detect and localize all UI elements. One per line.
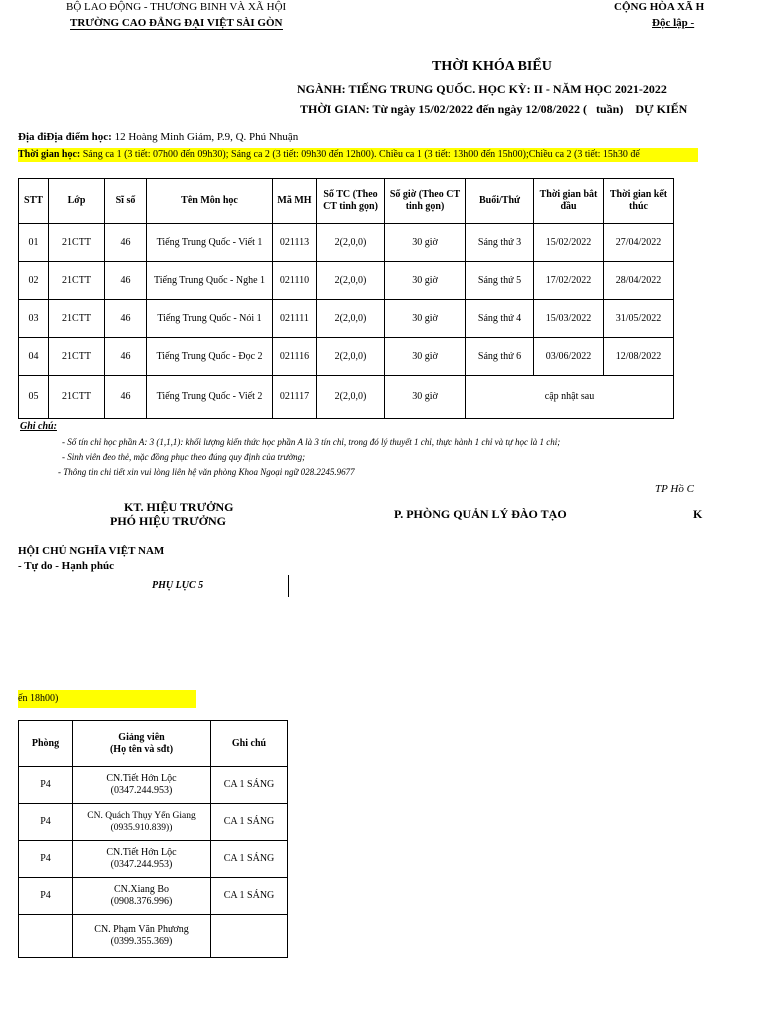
cell-credits: 2(2,0,0) [317, 262, 385, 300]
table-row [19, 804, 288, 841]
cell-start: 17/02/2022 [534, 262, 604, 300]
cell-session: Sáng thứ 5 [466, 262, 534, 300]
cell-code: 021117 [273, 376, 317, 419]
cell-code: 021113 [273, 224, 317, 262]
cell-class: 21CTT [49, 338, 105, 376]
table-row [19, 376, 674, 419]
cell-subject: Tiếng Trung Quốc - Nói 1 [147, 300, 273, 338]
motto-cut: Độc lập - [652, 17, 695, 29]
ministry-name: BỘ LAO ĐỘNG - THƯƠNG BINH VÀ XÃ HỘI [66, 1, 287, 13]
col-header: Tên Môn học [147, 179, 273, 224]
republic-heading-cut: CỘNG HÒA XÃ H [614, 1, 705, 13]
cell-class: 21CTT [49, 262, 105, 300]
table-row [19, 915, 288, 958]
cell-subject: Tiếng Trung Quốc - Viết 2 [147, 376, 273, 419]
col-header: Giảng viên (Họ tên và sđt) [73, 721, 211, 767]
cell-code: 021110 [273, 262, 317, 300]
cell-teacher: CN.Tiết Hớn Lộc (0347.244.953) [73, 767, 211, 804]
table-row [19, 338, 674, 376]
cell-stt: 05 [19, 376, 49, 419]
cell-subject: Tiếng Trung Quốc - Viết 1 [147, 224, 273, 262]
col-header: Sĩ số [105, 179, 147, 224]
table-row [19, 300, 674, 338]
cell-end: 27/04/2022 [604, 224, 674, 262]
cell-stt: 03 [19, 300, 49, 338]
cell-start: 15/02/2022 [534, 224, 604, 262]
period-line: THỜI GIAN: Từ ngày 15/02/2022 đến ngày 12/08/2022 ( tuần) DỰ KIẾN [300, 102, 688, 116]
cell-code: 021116 [273, 338, 317, 376]
page-title: THỜI KHÓA BIỂU [432, 59, 552, 74]
col-header: Ghi chú [211, 721, 288, 767]
cell-stt: 01 [19, 224, 49, 262]
cell-start: 15/03/2022 [534, 300, 604, 338]
cell-hours: 30 giờ [385, 262, 466, 300]
appendix-label: PHỤ LỤC 5 [152, 580, 204, 591]
cell-start: 03/06/2022 [534, 338, 604, 376]
signature-cut: K [693, 507, 703, 521]
col-header: Số TC (Theo CT tinh gọn) [317, 179, 385, 224]
cell-note: CA 1 SÁNG [211, 767, 288, 804]
cell-pending: cập nhật sau [466, 376, 674, 419]
cell-note [211, 915, 288, 958]
cell-size: 46 [105, 338, 147, 376]
note-item: - Sinh viên đeo thẻ, mặc đồng phục theo đúng quy định của trường; [62, 452, 306, 462]
note-item: - Số tín chỉ học phần A: 3 (1,1,1): khối lượng kiến thức học phần A là 3 tín chỉ, trong đó lý thuyết 1 chỉ, thực hành 1 chỉ và tự học là 1 chỉ; [62, 437, 561, 447]
city-date-cut: TP Hồ C [655, 483, 694, 495]
note-item: - Thông tin chi tiết xin vui lòng liên hệ văn phòng Khoa Ngoại ngữ 028.2245.9677 [58, 467, 355, 477]
cell-size: 46 [105, 300, 147, 338]
cell-note: CA 1 SÁNG [211, 804, 288, 841]
cell-size: 46 [105, 224, 147, 262]
location-line [18, 131, 298, 143]
schedule-table [18, 178, 674, 419]
cell-note: CA 1 SÁNG [211, 841, 288, 878]
cell-class: 21CTT [49, 224, 105, 262]
study-time-label: Thời gian học: [18, 149, 81, 160]
cell-size: 46 [105, 262, 147, 300]
cell-teacher: CN. Quách Thụy Yến Giang (0935.910.839)) [73, 804, 211, 841]
table-row [19, 224, 674, 262]
vice-rector-title: PHÓ HIỆU TRƯỞNG [110, 514, 227, 528]
rector-title: KT. HIỆU TRƯỞNG [124, 500, 234, 514]
cell-credits: 2(2,0,0) [317, 376, 385, 419]
cell-note: CA 1 SÁNG [211, 878, 288, 915]
republic-heading-rest: HỘI CHỦ NGHĨA VIỆT NAM [18, 545, 165, 557]
cell-session: Sáng thứ 4 [466, 300, 534, 338]
school-name: TRƯỜNG CAO ĐẲNG ĐẠI VIỆT SÀI GÒN [70, 17, 283, 29]
col-header: Lớp [49, 179, 105, 224]
cell-session: Sáng thứ 3 [466, 224, 534, 262]
cell-credits: 2(2,0,0) [317, 338, 385, 376]
study-time-continuation: ến 18h00) [18, 690, 196, 708]
cell-room: P4 [19, 804, 73, 841]
cell-divider [288, 575, 289, 597]
study-time-line [18, 148, 698, 162]
cell-room [19, 915, 73, 958]
cell-teacher: CN.Xiang Bo (0908.376.996) [73, 878, 211, 915]
cell-class: 21CTT [49, 376, 105, 419]
location-value: 12 Hoàng Minh Giám, P.9, Q. Phú Nhuận [111, 131, 299, 143]
major-line: NGÀNH: TIẾNG TRUNG QUỐC. HỌC KỲ: II - NĂM HỌC 2021-2022 [297, 82, 667, 96]
col-header: Phòng [19, 721, 73, 767]
cell-hours: 30 giờ [385, 300, 466, 338]
col-header: Mã MH [273, 179, 317, 224]
col-header: Số giờ (Theo CT tinh gọn) [385, 179, 466, 224]
location-label: Địa điĐịa điểm học: [18, 131, 112, 143]
cell-room: P4 [19, 767, 73, 804]
cell-credits: 2(2,0,0) [317, 224, 385, 262]
cell-room: P4 [19, 841, 73, 878]
cell-hours: 30 giờ [385, 376, 466, 419]
table-row [19, 262, 674, 300]
cell-room: P4 [19, 878, 73, 915]
col-header: STT [19, 179, 49, 224]
cell-credits: 2(2,0,0) [317, 300, 385, 338]
cell-stt: 04 [19, 338, 49, 376]
cell-size: 46 [105, 376, 147, 419]
cell-end: 28/04/2022 [604, 262, 674, 300]
cell-subject: Tiếng Trung Quốc - Đọc 2 [147, 338, 273, 376]
table-row [19, 767, 288, 804]
cell-hours: 30 giờ [385, 338, 466, 376]
cell-hours: 30 giờ [385, 224, 466, 262]
col-header: Thời gian kết thúc [604, 179, 674, 224]
teachers-table [18, 720, 288, 958]
study-time-value: Sáng ca 1 (3 tiết: 07h00 đến 09h30); Sáng ca 2 (3 tiết: 09h30 đến 12h00). Chiều ca 1 (3 tiết: 13h00 đến 15h00);Chiều ca 2 (3 tiết: 15h30 đế [80, 149, 640, 160]
cell-subject: Tiếng Trung Quốc - Nghe 1 [147, 262, 273, 300]
schedule-header-row [19, 179, 674, 224]
cell-teacher: CN.Tiết Hớn Lộc (0347.244.953) [73, 841, 211, 878]
cell-session: Sáng thứ 6 [466, 338, 534, 376]
table-row [19, 841, 288, 878]
cell-stt: 02 [19, 262, 49, 300]
training-office-title: P. PHÒNG QUẢN LÝ ĐÀO TẠO [394, 507, 567, 521]
teachers-header-row [19, 721, 288, 767]
table-row [19, 878, 288, 915]
motto-rest: - Tự do - Hạnh phúc [18, 560, 114, 572]
cell-class: 21CTT [49, 300, 105, 338]
cell-end: 12/08/2022 [604, 338, 674, 376]
col-header: Thời gian bắt đầu [534, 179, 604, 224]
cell-end: 31/05/2022 [604, 300, 674, 338]
col-header: Buổi/Thứ [466, 179, 534, 224]
cell-code: 021111 [273, 300, 317, 338]
notes-title: Ghi chú: [20, 421, 57, 432]
cell-teacher: CN. Phạm Văn Phương (0399.355.369) [73, 915, 211, 958]
